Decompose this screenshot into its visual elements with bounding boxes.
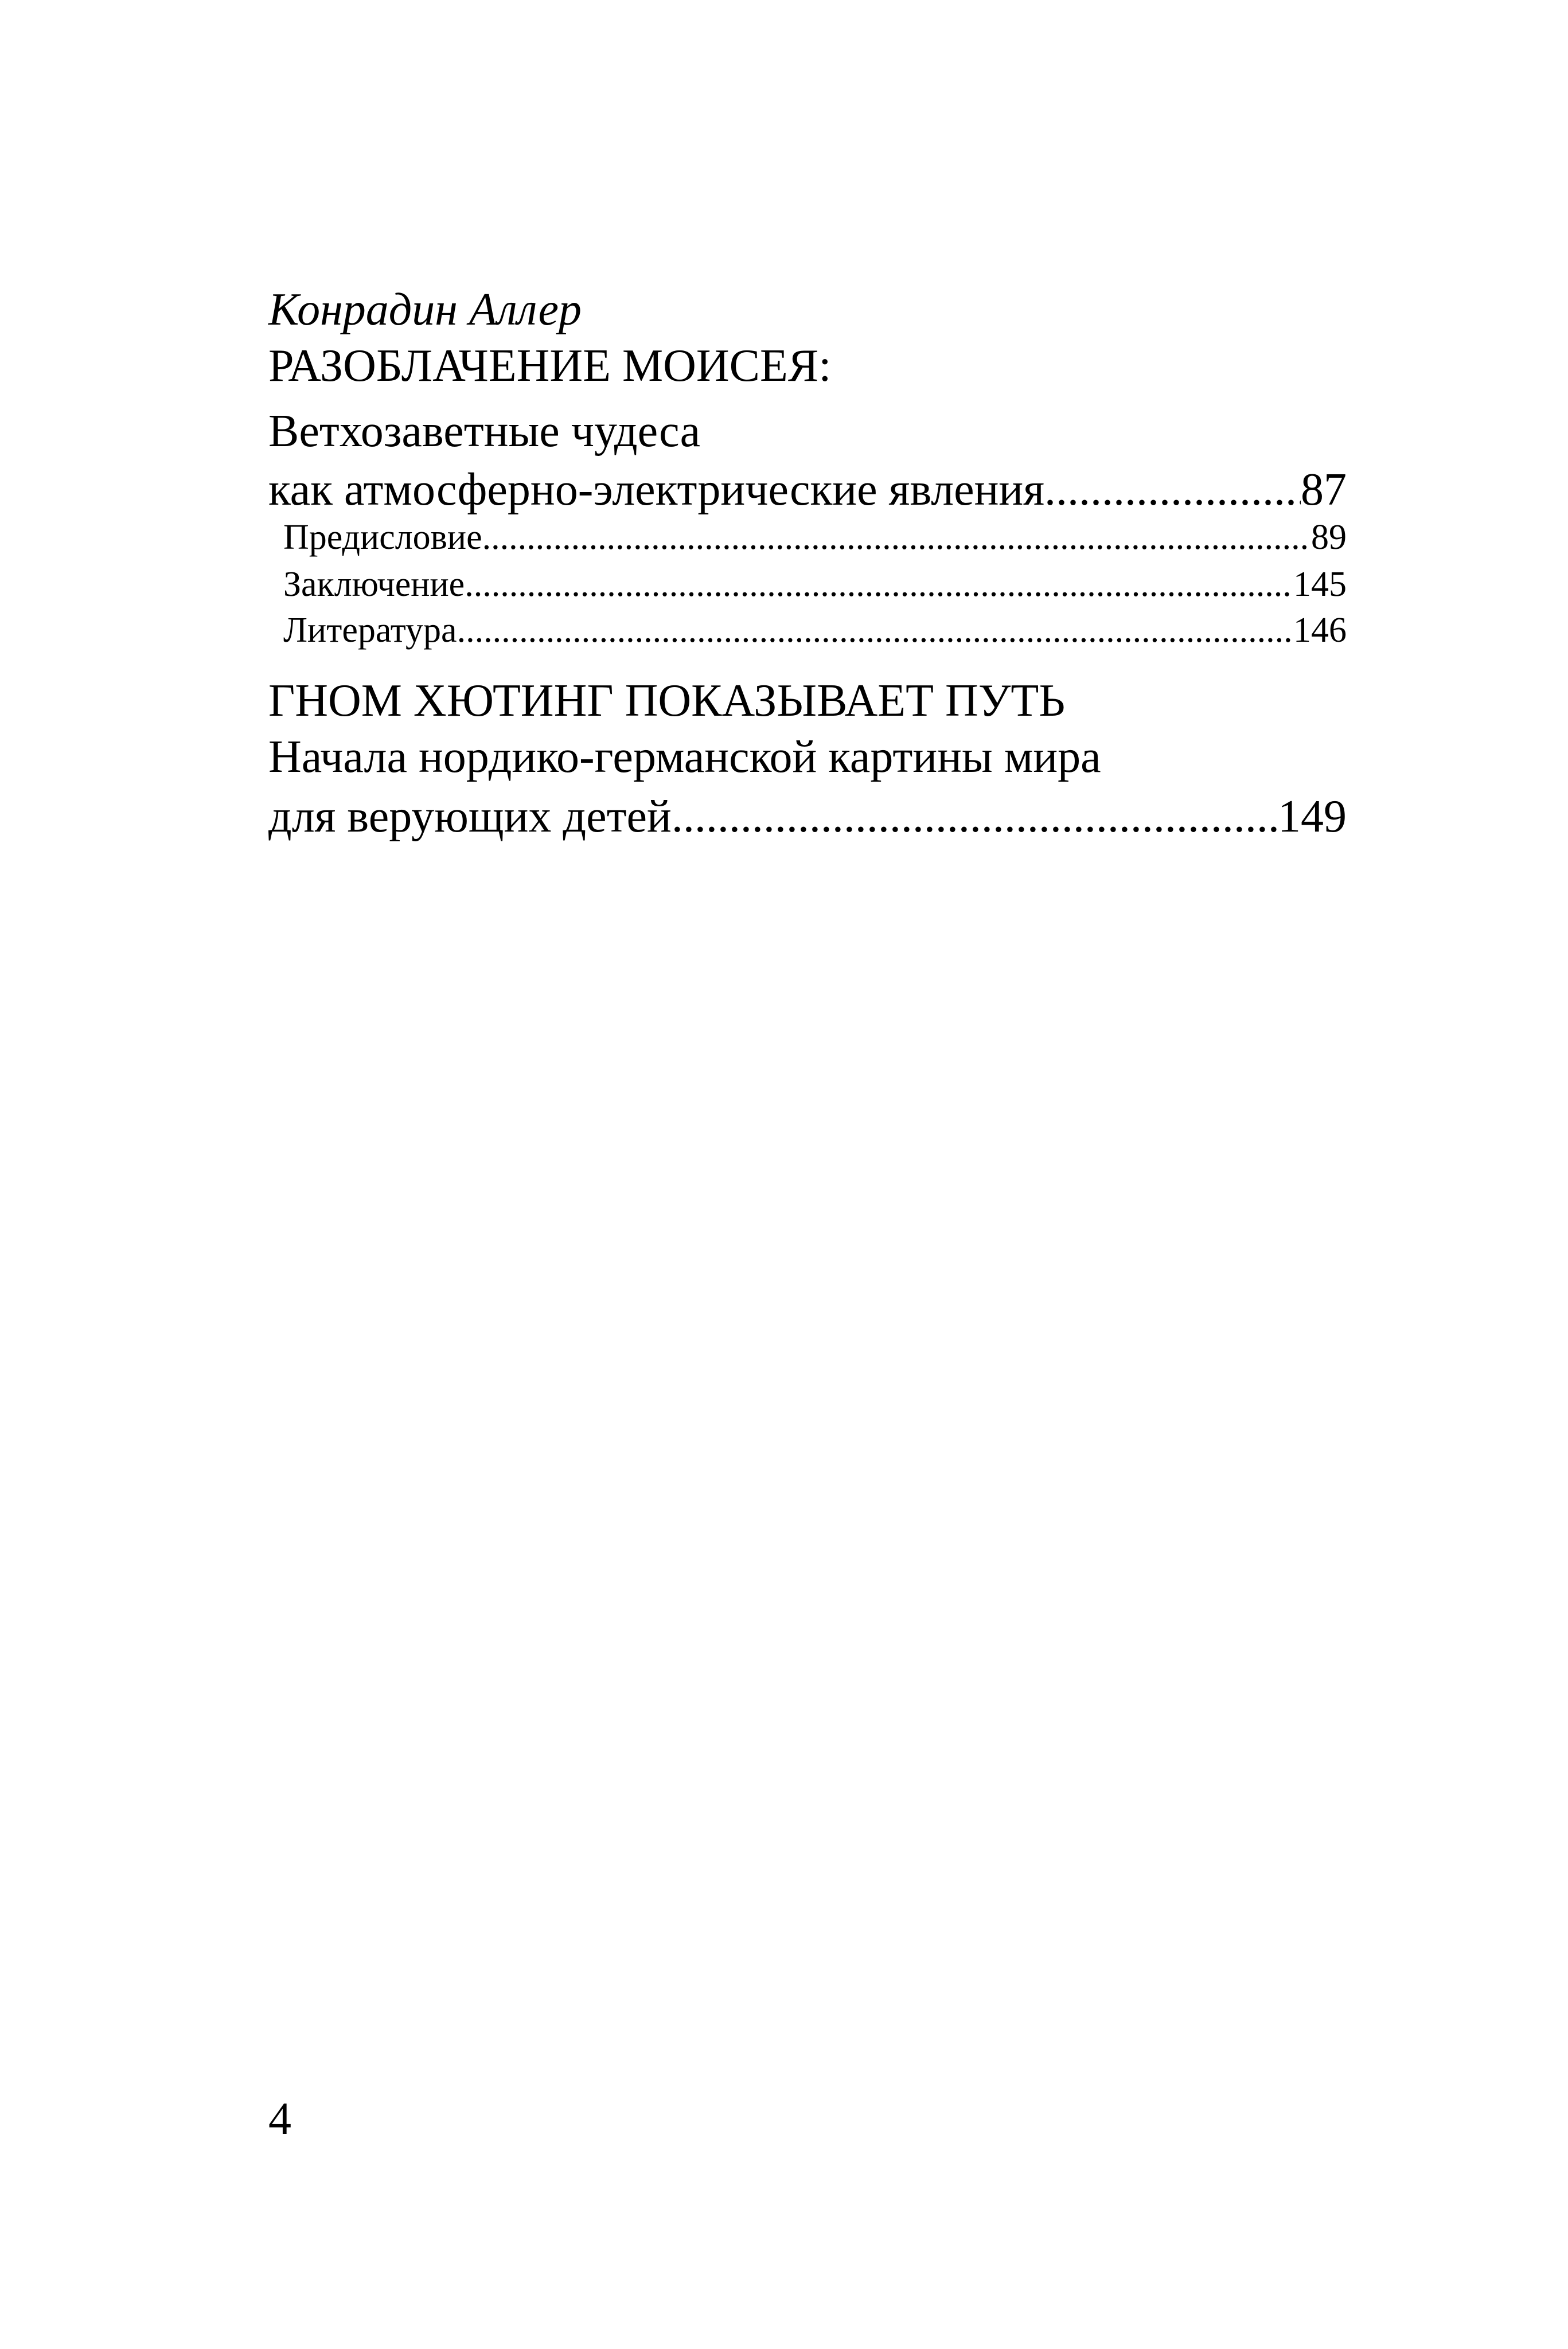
dot-leader [465, 567, 1293, 602]
toc-entry-label: Заключение [283, 565, 465, 604]
toc-entry-page: 149 [1278, 791, 1347, 842]
work2-title: ГНОМ ХЮТИНГ ПОКАЗЫВАЕТ ПУТЬ [268, 676, 1066, 726]
toc-entry-work1[interactable] [268, 467, 1347, 513]
page-number: 4 [268, 2094, 291, 2144]
toc-entry-page: 145 [1293, 565, 1347, 604]
work1-subtitle-line1: Ветхозаветные чудеса [268, 406, 701, 456]
dot-leader [672, 794, 1278, 840]
work2-subtitle-line1: Начала нордико-германской картины мира [268, 732, 1101, 782]
author-name: Конрадин Аллер [268, 284, 582, 335]
toc-entry-preface[interactable] [283, 520, 1347, 555]
toc-entry-label: Предисловие [283, 518, 482, 557]
dot-leader [457, 612, 1293, 648]
toc-entry-page: 89 [1311, 518, 1347, 557]
toc-entry-label: для верующих детей [268, 791, 672, 842]
dot-leader [1044, 467, 1301, 513]
toc-entry-label: Литература [283, 611, 457, 650]
toc-entry-page: 87 [1301, 465, 1347, 515]
toc-entry-conclusion[interactable] [283, 567, 1347, 602]
work1-title: РАЗОБЛАЧЕНИЕ МОИСЕЯ: [268, 341, 832, 391]
dot-leader [482, 520, 1311, 555]
toc-entry-page: 146 [1293, 611, 1347, 650]
toc-entry-work2[interactable] [268, 791, 1347, 842]
toc-entry-literature[interactable] [283, 612, 1347, 648]
toc-entry-label: как атмосферно-электрические явления [268, 465, 1045, 515]
